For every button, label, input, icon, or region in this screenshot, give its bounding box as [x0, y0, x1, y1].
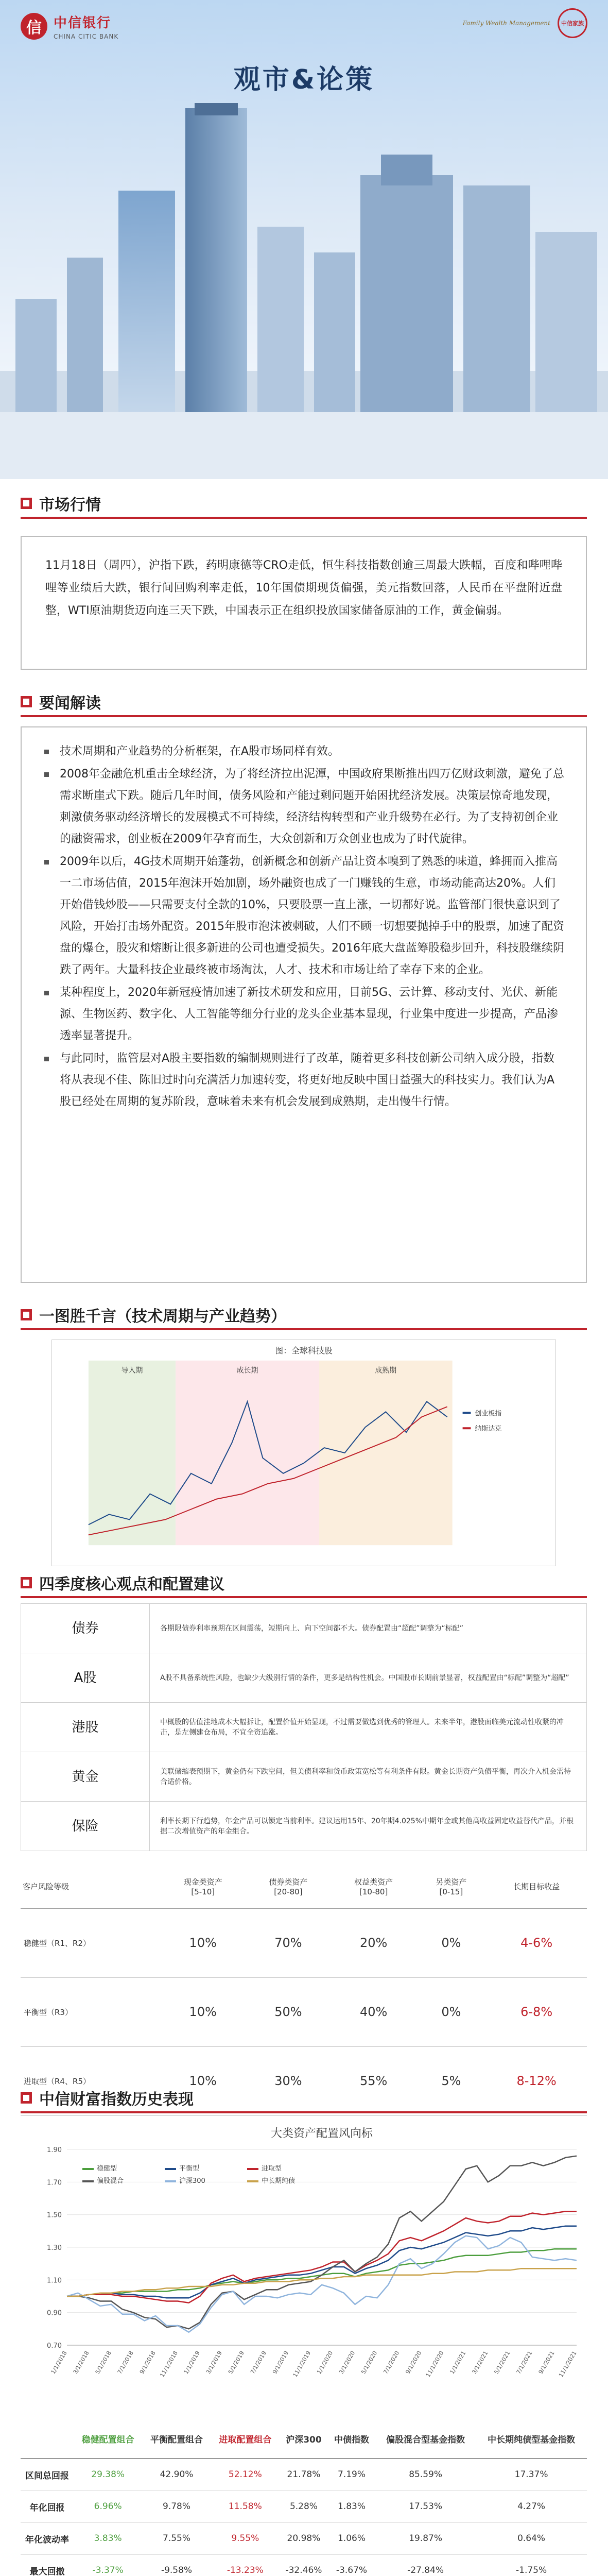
legend-swatch	[82, 2180, 94, 2182]
legend-swatch	[247, 2168, 258, 2170]
x-tick-label: 11/1/2020	[424, 2350, 445, 2379]
legend-label: 沪深300	[179, 2177, 205, 2185]
table-row: 最大回撤 -3.37% -9.58% -13.23% -32.46% -3.67% -27.84% -1.75%	[21, 2554, 587, 2576]
x-tick-label: 9/1/2019	[271, 2350, 290, 2376]
news-box	[21, 726, 587, 1283]
table-row: 黄金 美联储缩表预期下，黄金仍有下跌空间，但美债利率和货币政策宽松等有利条件有限。黄金长期资产负债平衡，再次介入机会需待合适价格。	[21, 1752, 587, 1802]
phase-label: 成熟期	[375, 1366, 397, 1375]
allocation-table	[21, 1865, 587, 2116]
legend-swatch	[165, 2168, 176, 2170]
city-skyline-image	[0, 103, 608, 479]
views-section-heading: 四季度核心观点和配置建议	[21, 1571, 224, 1594]
x-tick-label: 9/1/2018	[138, 2350, 157, 2376]
x-tick-label: 5/1/2019	[227, 2350, 246, 2376]
bank-name-cn: 中信银行	[54, 15, 112, 31]
phase-label: 导入期	[121, 1366, 143, 1375]
phase-label: 成长期	[236, 1366, 258, 1375]
family-wealth-logo[interactable]	[463, 8, 587, 38]
table-header-row: 客户风险等级 现金类资产 [5-10] 债券类资产 [20-80] 权益类资产 [10-80] 另类资产 [0-15] 长期目标收益	[21, 1865, 587, 1908]
legend-swatch	[247, 2180, 258, 2182]
chart-title: 大类资产配置风向标	[270, 2127, 373, 2140]
news-item: 2009年以后，4G技术周期开始蓬勃，创新概念和创新产品让资本嗅到了熟悉的味道，蜂拥而入推高一二市场估值，2015年泡沫开始加剧，场外融资也成了一门赚钱的生意，市场动能高达20%。人们开始借钱炒股——只需要支付全款的10%，只要股票一直上涨，一切都好说。监管部门很快意识到了风险，开始打击场外配资。2015年股市泡沫被刺破，人们不顾一切想要抛掉手中的股票，加速了配资盘的爆仓，股灾和熔断让很多新进的公司也遭受损失。2016年底大盘蓝筹股稳步回升，科技股继续阴跌了两年。大量科技企业最终被市场淘汰，人才、技术和市场让给了幸存下来的企业。	[42, 851, 565, 981]
legend-swatch	[165, 2180, 176, 2182]
x-tick-label: 7/1/2019	[249, 2350, 268, 2376]
legend-label: 进取型	[262, 2165, 282, 2173]
x-tick-label: 3/1/2019	[204, 2350, 223, 2376]
x-tick-label: 7/1/2020	[382, 2350, 401, 2376]
market-section-heading: 市场行情	[21, 492, 101, 515]
section-divider	[21, 1596, 587, 1598]
news-section-heading: 要闻解读	[21, 690, 101, 713]
tech-cycle-caption: 图：全球科技股	[275, 1345, 333, 1355]
section-marker-icon	[21, 1577, 32, 1588]
tech-cycle-image	[51, 1340, 556, 1566]
asset-allocation-chart	[21, 2119, 587, 2407]
x-tick-label: 3/1/2020	[338, 2350, 357, 2376]
trend-section-heading: 一图胜千言（技术周期与产业趋势）	[21, 1303, 286, 1326]
table-row: 港股 中概股的估值洼地成本大幅拆让，配置价值开始显现，不过需要做选到优秀的管理人。未来半年，港股面临美元流动性收紧的冲击，是左侧建仓布局，不宜全资追涨。	[21, 1703, 587, 1752]
legend-entry: 创业板指	[475, 1410, 502, 1418]
bank-name-en: CHINA CITIC BANK	[54, 33, 119, 40]
section-marker-icon	[21, 498, 32, 509]
x-tick-label: 5/1/2020	[360, 2350, 379, 2376]
x-tick-label: 1/1/2021	[448, 2350, 467, 2376]
table-row: 年化回报 6.96% 9.78% 11.58% 5.28% 1.83% 17.53% 4.27%	[21, 2490, 587, 2522]
news-item: 技术周期和产业趋势的分析框架，在A股市场同样有效。	[42, 741, 565, 762]
market-summary-box	[21, 536, 587, 670]
y-tick-label: 1.30	[47, 2244, 62, 2252]
y-tick-label: 0.70	[47, 2342, 62, 2350]
news-item: 与此同时，监管层对A股主要指数的编制规则进行了改革，随着更多科技创新公司纳入成分股，指数将从表现不佳、陈旧过时向充满活力加速转变，将更好地反映中国日益强大的科技实力。我们认为A股已经处在周期的复苏阶段，意味着未来有机会发展到成熟期，走出慢牛行情。	[42, 1048, 565, 1113]
legend-label: 稳健型	[97, 2165, 117, 2173]
table-row: 进取型（R4、R5） 10% 30% 55% 5% 8-12%	[21, 2046, 587, 2115]
table-row: 债券 各期限债券利率预期在区间震荡，短期向上、向下空间都不大。债券配置由“超配”调整为“标配”	[21, 1604, 587, 1653]
bank-logo-icon: 信	[21, 13, 47, 40]
x-tick-label: 3/1/2018	[72, 2350, 91, 2376]
news-item: 某种程度上，2020年新冠疫情加速了新技术研发和应用，目前5G、云计算、移动支付、光伏、新能源、生物医药、数字化、人工智能等细分行业的龙头企业基本显现，行业集中度进一步提高，产品渗透率显著提升。	[42, 982, 565, 1047]
y-tick-label: 1.70	[47, 2179, 62, 2187]
series-line	[67, 2268, 577, 2296]
section-divider	[21, 1328, 587, 1330]
legend-label: 中长期纯债	[262, 2177, 296, 2185]
x-tick-label: 11/1/2018	[159, 2350, 179, 2379]
table-row: 区间总回报 29.38% 42.90% 52.12% 21.78% 7.19% 85.59% 17.37%	[21, 2459, 587, 2490]
section-marker-icon	[21, 2092, 32, 2104]
series-line	[67, 2226, 577, 2298]
performance-table	[21, 2421, 587, 2576]
section-divider	[21, 715, 587, 717]
x-tick-label: 5/1/2021	[493, 2350, 512, 2376]
citic-bank-logo[interactable]	[21, 12, 118, 40]
section-divider	[21, 517, 587, 519]
section-divider	[21, 2111, 587, 2113]
x-tick-label: 11/1/2019	[291, 2350, 312, 2379]
table-row: A股 A股不具备系统性风险，也缺少大级别行情的条件，更多是结构性机会。中国股市长期前景显著，权益配置由“标配”调整为“超配”	[21, 1653, 587, 1703]
series-line	[67, 2236, 577, 2332]
family-seal-icon: 中信家族	[558, 8, 587, 38]
table-row: 稳健型（R1、R2） 10% 70% 20% 0% 4-6%	[21, 1908, 587, 1977]
news-item: 2008年金融危机重击全球经济，为了将经济拉出泥潭，中国政府果断推出四万亿财政刺激，避免了总需求断崖式下跌。随后几年时间，债务风险和产能过剩问题开始困扰经济发展。决策层惊奇地发现，刺激债务驱动经济增长的发展模式不可持续，经济结构转型和产业升级势在必行。为了支持初创企业的融资需求，创业板在2009年孕育而生，大众创新和万众创业也成为了时代旋律。	[42, 764, 565, 850]
legend-entry: 纳斯达克	[475, 1425, 502, 1433]
series-line	[67, 2249, 577, 2296]
market-summary-text: 11月18日（周四），沪指下跌，药明康德等CRO走低，恒生科技指数创逾三周最大跌幅，百度和哔哩哔哩等业绩后大跌，银行间回购利率走低，10年国债期现货偏强，美元指数回落，人民币在平盘附近盘整，WTI原油期货迈向连三天下跌，中国表示正在组织投放国家储备原油的工作，黄金偏弱。	[45, 559, 562, 617]
series-line	[67, 2211, 577, 2302]
core-views-table	[21, 1603, 587, 1851]
family-wealth-script: Family Wealth Management	[462, 19, 550, 27]
x-tick-label: 5/1/2018	[94, 2350, 113, 2376]
x-tick-label: 1/1/2018	[49, 2350, 68, 2376]
x-tick-label: 1/1/2019	[182, 2350, 201, 2376]
page-title: 观市&论策	[233, 64, 375, 95]
history-section-heading: 中信财富指数历史表现	[21, 2087, 194, 2109]
table-row: 年化波动率 3.83% 7.55% 9.55% 20.98% 1.06% 19.87% 0.64%	[21, 2522, 587, 2554]
y-tick-label: 1.90	[47, 2146, 62, 2154]
legend-label: 平衡型	[179, 2165, 200, 2173]
legend-label: 偏股混合	[97, 2177, 124, 2185]
x-tick-label: 1/1/2020	[316, 2350, 335, 2376]
y-tick-label: 0.90	[47, 2309, 62, 2317]
y-tick-label: 1.50	[47, 2211, 62, 2219]
table-row: 平衡型（R3） 10% 50% 40% 0% 6-8%	[21, 1977, 587, 2046]
section-marker-icon	[21, 696, 32, 707]
section-marker-icon	[21, 1309, 32, 1320]
x-tick-label: 7/1/2021	[515, 2350, 534, 2376]
table-row: 保险 利率长期下行趋势，年金产品可以锁定当前利率。建议运用15年、20年期4.025%中期年金或其他高收益固定收益替代产品，并根据二次增值资产的年金组合。	[21, 1802, 587, 1851]
x-tick-label: 11/1/2021	[558, 2350, 578, 2379]
legend-swatch	[82, 2168, 94, 2170]
x-tick-label: 3/1/2021	[471, 2350, 490, 2376]
header-banner	[0, 0, 608, 479]
y-tick-label: 1.10	[47, 2277, 62, 2285]
table-header-row: 稳健配置组合 平衡配置组合 进取配置组合 沪深300 中债指数 偏股混合型基金指数 中长期纯债型基金指数	[21, 2421, 587, 2459]
x-tick-label: 9/1/2020	[404, 2350, 423, 2376]
x-tick-label: 9/1/2021	[537, 2350, 556, 2376]
x-tick-label: 7/1/2018	[116, 2350, 135, 2376]
